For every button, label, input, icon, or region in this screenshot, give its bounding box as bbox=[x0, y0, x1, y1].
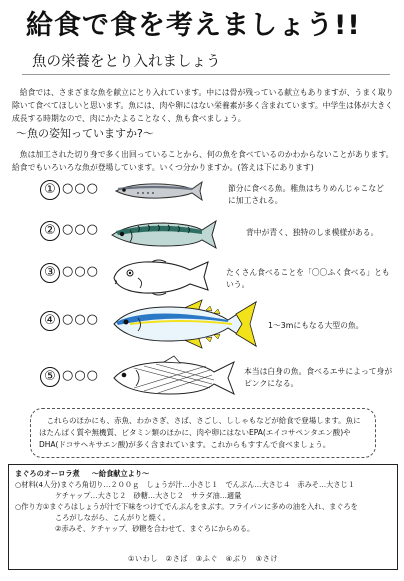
fish-answer-blank: ○○○ bbox=[62, 312, 100, 327]
fish-answer-blank: ○○○ bbox=[62, 264, 100, 279]
subtitle-text: 魚の栄養をとり入れましょう bbox=[32, 54, 221, 70]
method-step-1-cont: ころがしながら、こんがりと焼く。 bbox=[55, 513, 170, 522]
method-step-2: ②赤みそ、ケチャップ、砂糖を合わせて、まぐろにからめる。 bbox=[55, 524, 255, 533]
fish-item bbox=[0, 256, 404, 300]
mackerel-illustration bbox=[108, 216, 220, 252]
pufferfish-illustration bbox=[108, 256, 214, 298]
ingredients-line-2: ケチャップ…大さじ２ 砂糖…大さじ２ サラダ油…適量 bbox=[55, 491, 242, 500]
intro-paragraph: 給食では、さまざまな魚を献立にとり入れています。中には骨が残っている献立もありますが、うまく取り除いて食べてほしいと思います。魚には、肉や卵にはない栄養素が多く含まれています。中学生は体が大きく成長する時期なので、肉にかたよることなく、魚も食べましょう。 bbox=[12, 88, 394, 123]
salmon-illustration bbox=[110, 354, 238, 398]
fish-item bbox=[0, 354, 404, 398]
sardine-illustration bbox=[112, 178, 204, 204]
fish-item bbox=[0, 216, 404, 254]
recipe-method bbox=[15, 501, 391, 512]
method-label: ○作り方 bbox=[15, 502, 43, 511]
info-box: これらのほかにも、赤魚、わかさぎ、さば、さごし、ししゃもなどが給食で登場します。魚にはたんぱく質や無機質、ビタミン類のほかに、肉や卵にはないEPA(エイコサペンタエン酸)やDHA(ドコサヘキサエン酸)が多く含まれています。これからもすすんで食べましょう。 bbox=[30, 408, 376, 458]
fish-answer-blank: ○○○ bbox=[62, 222, 100, 237]
recipe-ingredients bbox=[15, 479, 391, 490]
fish-number: ④ bbox=[40, 311, 60, 331]
recipe-heading bbox=[15, 468, 391, 479]
subtitle bbox=[22, 50, 390, 75]
recipe-source: ～給食献立より～ bbox=[91, 469, 150, 478]
ingredients-label: ○材料(4人分) bbox=[15, 480, 61, 489]
method-step-1: ①まぐろはしょうが汁で下味をつけてでんぷんをまぶす。フライパンに多めの油を入れ、まぐろを bbox=[42, 502, 358, 511]
section-heading: ～魚の姿知っていますか?～ bbox=[16, 127, 154, 140]
fish-number: ② bbox=[40, 221, 60, 241]
fish-description: たくさん食べることを「〇〇ふく食べる」ともいう。 bbox=[226, 268, 390, 289]
quiz-answers: ①いわし ②さば ③ふぐ ④ぶり ⑤さけ bbox=[127, 554, 279, 563]
fish-answer-blank: ○○○ bbox=[62, 181, 100, 196]
fish-description: 節分に食べる魚。稚魚はちりめんじゃこなどに加工される。 bbox=[228, 184, 384, 205]
page-title: 給食で食を考えましょう!! bbox=[26, 10, 361, 41]
fish-item bbox=[0, 298, 404, 350]
fish-description: 本当は白身の魚。食べるエサによって身がピンクになる。 bbox=[244, 367, 393, 388]
fish-number: ③ bbox=[40, 263, 60, 283]
recipe-box bbox=[8, 464, 398, 570]
fish-intro-paragraph: 魚は加工された切り身で多く出回っていることから、何の魚を食べているのかわからないことがあります。給食でもいろいろな魚が登場しています。いくつ分かりますか。(答えは下にあります) bbox=[12, 150, 394, 172]
fish-answer-blank: ○○○ bbox=[62, 368, 100, 383]
ingredients-line-1: まぐろ角切り…２００ｇ しょうが汁…小さじ１ でんぷん…大さじ４ 赤みそ…大さじ１ bbox=[60, 480, 355, 489]
recipe-title: まぐろのオーロラ煮 bbox=[15, 469, 80, 478]
fish-item bbox=[0, 178, 404, 214]
fish-description: 背中が青く、独特のしま模様がある。 bbox=[246, 228, 379, 237]
fish-description: 1～3mにもなる大型の魚。 bbox=[268, 321, 364, 330]
fish-number: ① bbox=[40, 180, 60, 200]
fish-number: ⑤ bbox=[40, 367, 60, 387]
yellowtail-illustration bbox=[110, 298, 260, 350]
